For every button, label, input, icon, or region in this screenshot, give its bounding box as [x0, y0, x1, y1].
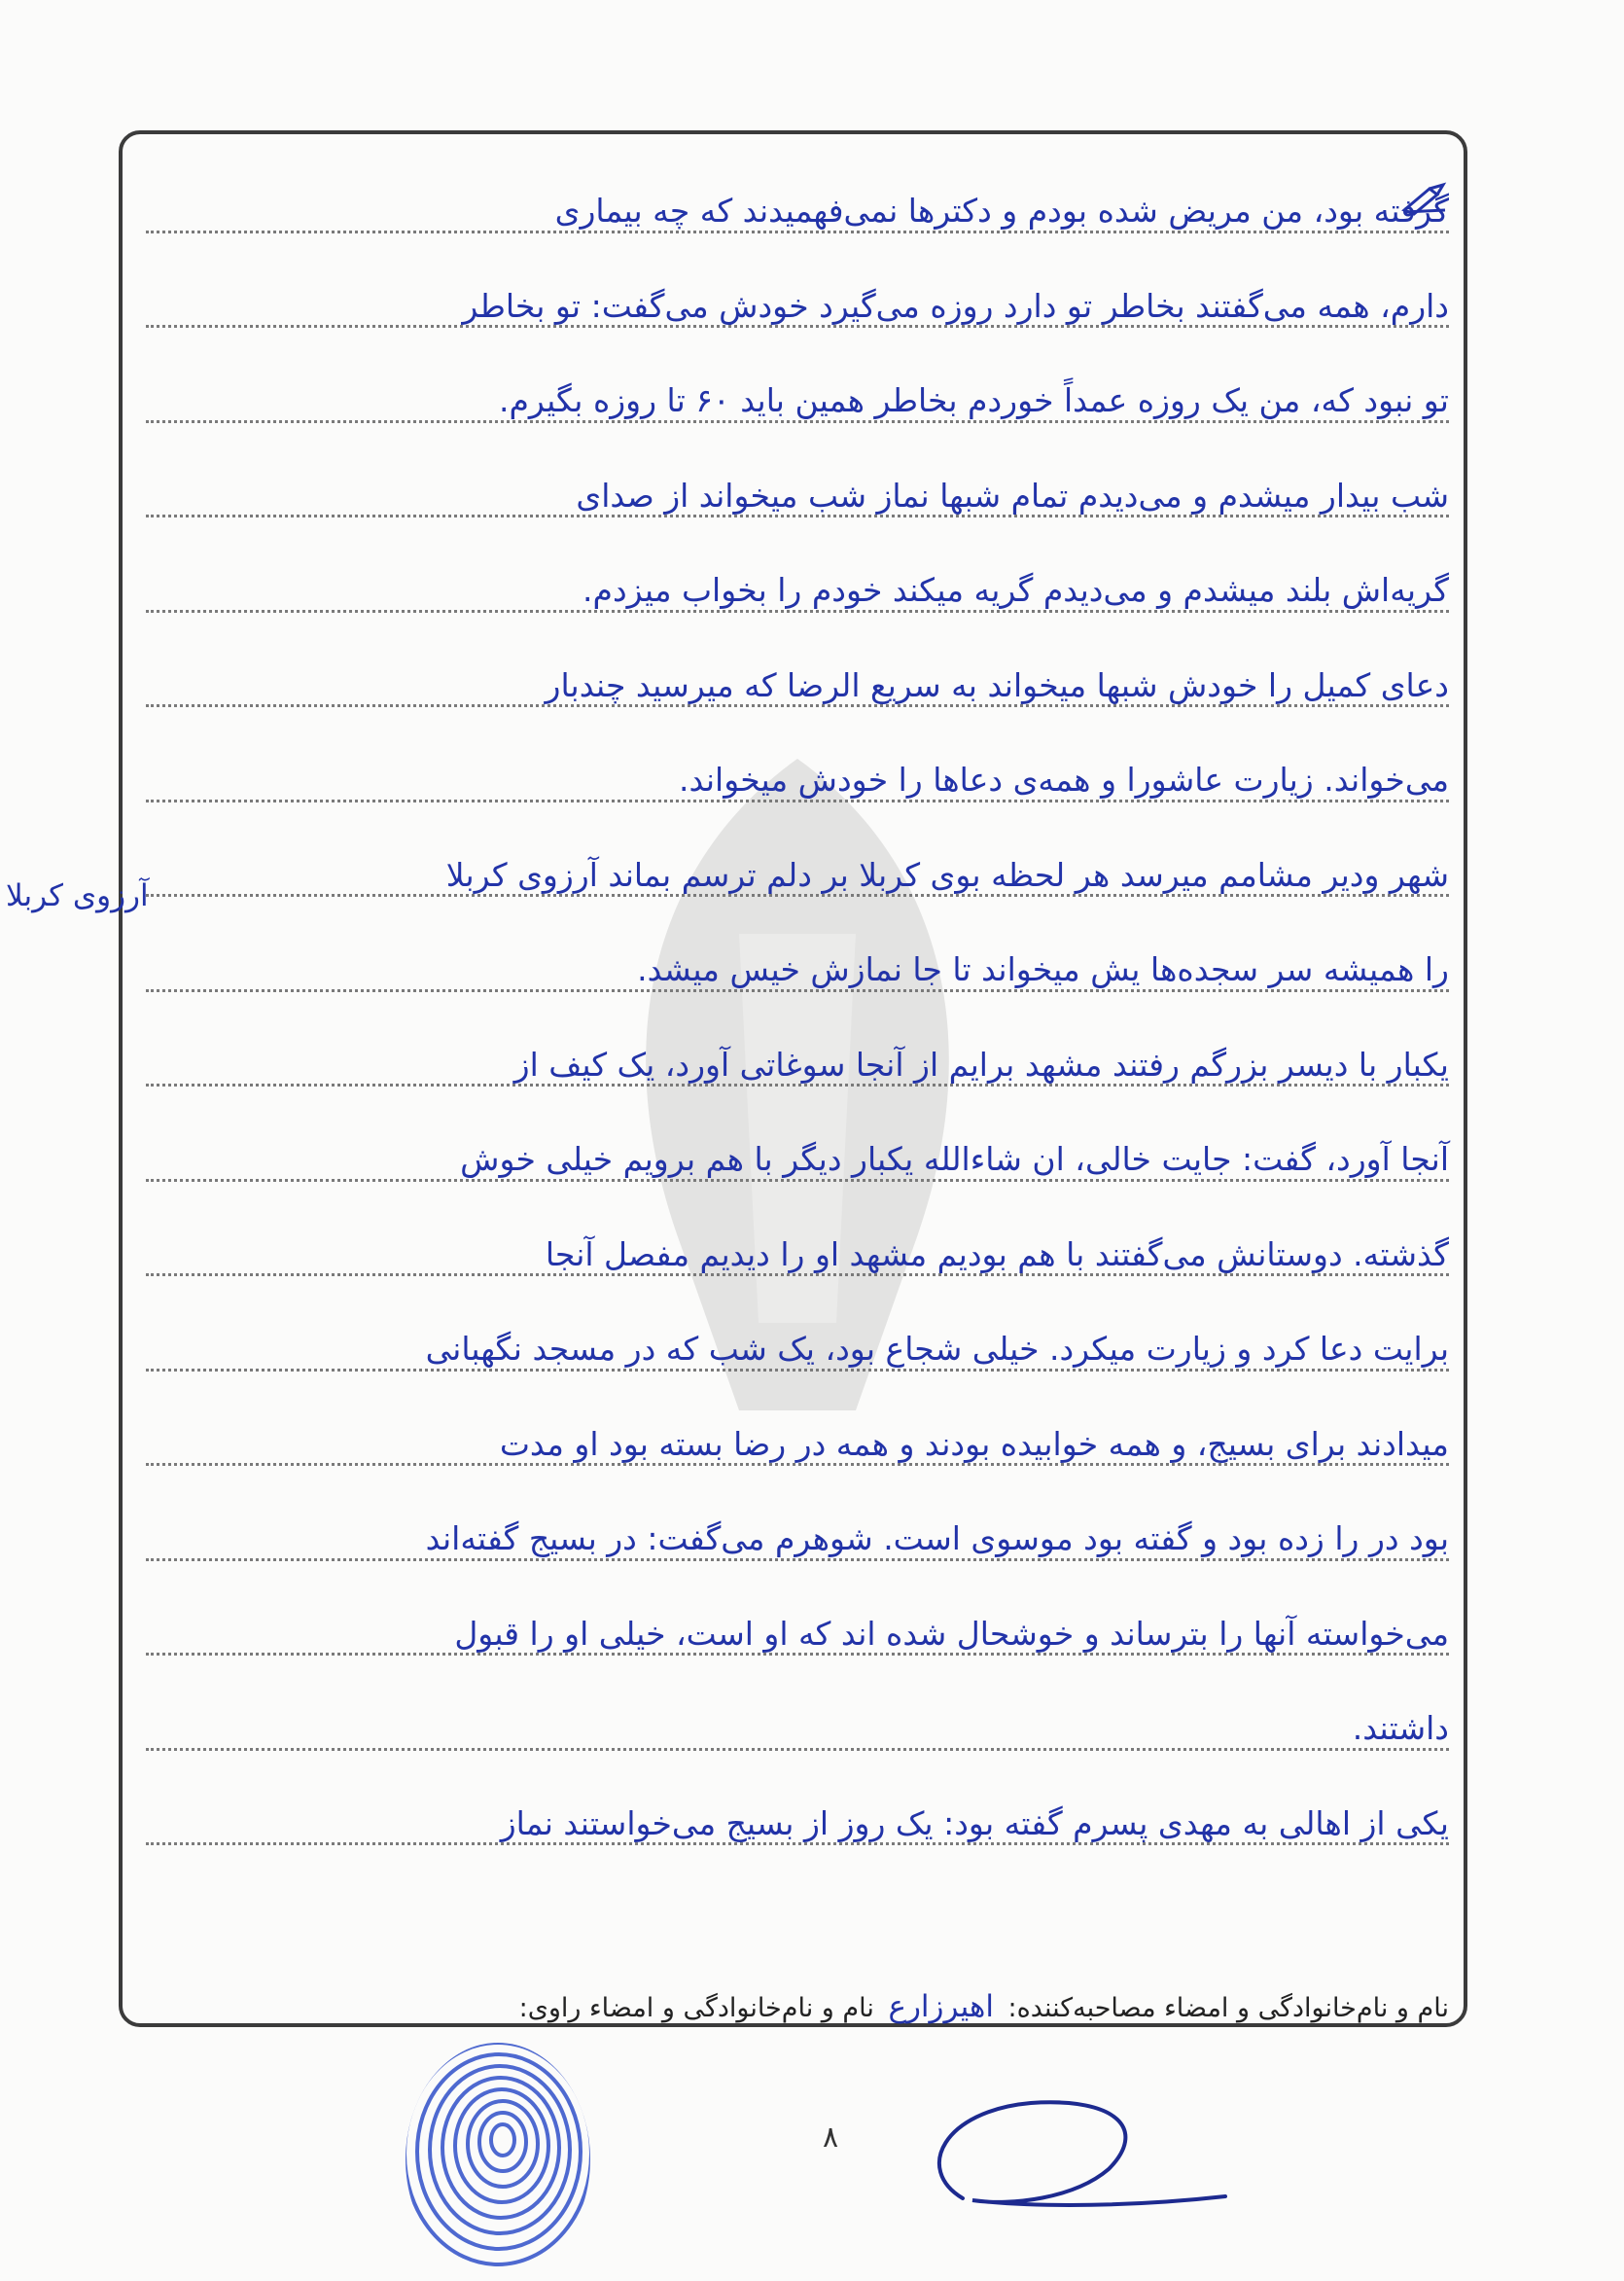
line-text: می‌خواسته آنها را بترساند و خوشحال شده اند که او است، خیلی او را قبول	[454, 1614, 1449, 1653]
line-text: می‌خواند. زیارت عاشورا و همه‌ی دعاها را خودش میخواند.	[679, 761, 1449, 800]
text-line	[146, 630, 1449, 726]
text-line	[146, 820, 1449, 915]
line-text: میدادند برای بسیج، و همه خوابیده بودند و همه در رضا بسته بود او مدت	[499, 1424, 1449, 1463]
text-line	[146, 1768, 1449, 1864]
text-line	[146, 1199, 1449, 1295]
line-text: گریه‌اش بلند میشدم و می‌دیدم گریه میکند خودم را بخواب میزدم.	[583, 571, 1449, 610]
text-line	[146, 156, 1449, 251]
line-text: گذشته. دوستانش می‌گفتند با هم بودیم مشهد او را دیدیم مفصل آنجا	[545, 1234, 1449, 1273]
text-line	[146, 914, 1449, 1010]
page-number: ۸	[823, 2121, 839, 2155]
text-line	[146, 1389, 1449, 1484]
text-line	[146, 1673, 1449, 1768]
margin-note: آرزوی کربلا	[6, 878, 149, 913]
text-line	[146, 1010, 1449, 1105]
text-line	[146, 725, 1449, 820]
line-text: شب بیدار میشدم و می‌دیدم تمام شبها نماز شب میخواند از صدای	[576, 476, 1449, 515]
line-text: شهر ودیر مشامم میرسد هر لحظه بوی کربلا بر دلم ترسم بماند آرزوی کربلا	[445, 855, 1449, 894]
line-text: دعای کمیل را خودش شبها میخواند به سریع الرضا که میرسید چندبار	[545, 665, 1449, 704]
line-text: داشتند.	[1352, 1709, 1449, 1748]
line-text: بود در را زده بود و گفته بود موسوی است. شوهرم می‌گفت: در بسیج گفته‌اند	[425, 1519, 1449, 1558]
text-line	[146, 1483, 1449, 1579]
line-text: یکی از اهالی به مهدی پسرم گفته بود: یک روز از بسیج می‌خواستند نماز	[500, 1803, 1449, 1842]
text-line	[146, 1579, 1449, 1674]
line-text: گرفته بود، من مریض شده بودم و دکترها نمی‌فهمیدند که چه بیماری	[554, 192, 1449, 231]
line-text: برایت دعا کرد و زیارت میکرد. خیلی شجاع بود، یک شب که در مسجد نگهبانی	[425, 1330, 1449, 1369]
handwritten-lines	[146, 156, 1449, 1863]
fingerprint-icon	[391, 2023, 605, 2281]
narrator-label: نام و نام‌خانوادگی و امضاء راوی:	[518, 1993, 874, 2023]
text-line	[146, 535, 1449, 630]
text-line	[146, 345, 1449, 441]
text-line	[146, 1104, 1449, 1199]
text-line	[146, 1294, 1449, 1389]
interviewer-signature: اهیرزارع	[888, 1989, 994, 2024]
line-text: را همیشه سر سجده‌ها یش میخواند تا جا نمازش خیس میشد.	[637, 950, 1449, 989]
line-text: آنجا آورد، گفت: جایت خالی، ان شاءالله یکبار دیگر با هم برویم خیلی خوش	[460, 1140, 1449, 1179]
text-line	[146, 441, 1449, 536]
text-line	[146, 251, 1449, 346]
interviewer-label: نام و نام‌خانوادگی و امضاء مصاحبه‌کننده:	[1007, 1993, 1449, 2023]
line-text: تو نبود که، من یک روزه عمداً خوردم بخاطر همین باید ۶۰ تا روزه بگیرم.	[498, 381, 1449, 420]
signature-footer	[360, 1989, 1449, 2024]
signature-icon	[904, 2091, 1284, 2228]
line-text: دارم، همه می‌گفتند بخاطر تو دارد روزه می‌گیرد خودش می‌گفت: تو بخاطر	[462, 286, 1449, 325]
line-text: یکبار با دیسر بزرگم رفتند مشهد برایم از آنجا سوغاتی آورد، یک کیف از	[513, 1045, 1449, 1084]
